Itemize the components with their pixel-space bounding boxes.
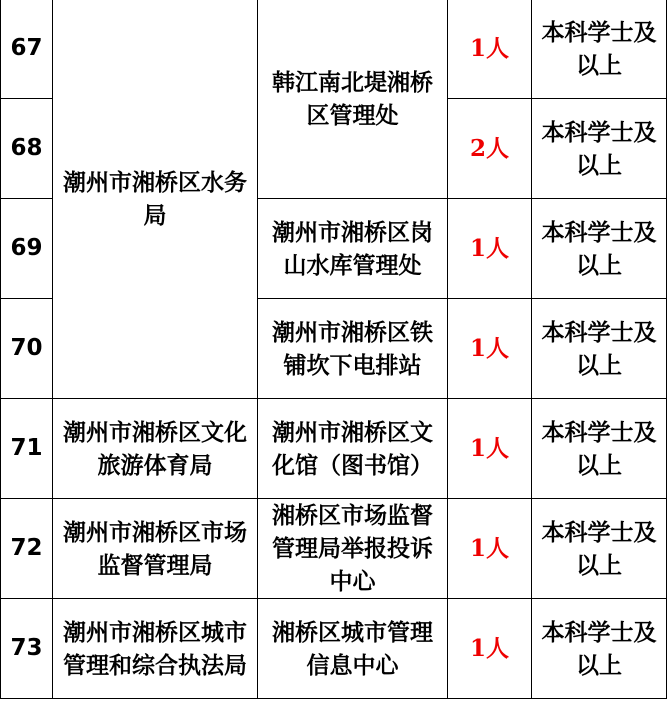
headcount-cell: 1人 [448,399,532,499]
degree-cell: 本科学士及以上 [532,0,667,99]
row-number: 69 [1,199,53,299]
headcount-cell: 2人 [448,99,532,199]
degree-cell: 本科学士及以上 [532,299,667,399]
unit-cell: 湘桥区市场监督管理局举报投诉中心 [258,499,448,599]
row-number: 73 [1,599,53,699]
degree-cell: 本科学士及以上 [532,599,667,699]
headcount-cell: 1人 [448,599,532,699]
degree-cell: 本科学士及以上 [532,99,667,199]
row-number: 71 [1,399,53,499]
headcount-cell: 1人 [448,299,532,399]
degree-cell: 本科学士及以上 [532,399,667,499]
row-number: 67 [1,0,53,99]
headcount-cell: 1人 [448,0,532,99]
department-cell: 潮州市湘桥区市场监督管理局 [53,499,258,599]
unit-cell: 潮州市湘桥区铁铺坎下电排站 [258,299,448,399]
unit-cell: 湘桥区城市管理信息中心 [258,599,448,699]
unit-cell: 潮州市湘桥区文化馆（图书馆） [258,399,448,499]
row-number: 72 [1,499,53,599]
row-number: 68 [1,99,53,199]
headcount-cell: 1人 [448,499,532,599]
table-row [1,499,667,599]
degree-cell: 本科学士及以上 [532,499,667,599]
table-row [1,399,667,499]
department-cell: 潮州市湘桥区城市管理和综合执法局 [53,599,258,699]
department-cell: 潮州市湘桥区文化旅游体育局 [53,399,258,499]
degree-cell: 本科学士及以上 [532,199,667,299]
headcount-cell: 1人 [448,199,532,299]
row-number: 70 [1,299,53,399]
table-row [1,599,667,699]
unit-cell: 韩江南北堤湘桥区管理处 [258,0,448,199]
department-cell: 潮州市湘桥区水务局 [53,0,258,399]
table-row [1,0,667,99]
unit-cell: 潮州市湘桥区岗山水库管理处 [258,199,448,299]
